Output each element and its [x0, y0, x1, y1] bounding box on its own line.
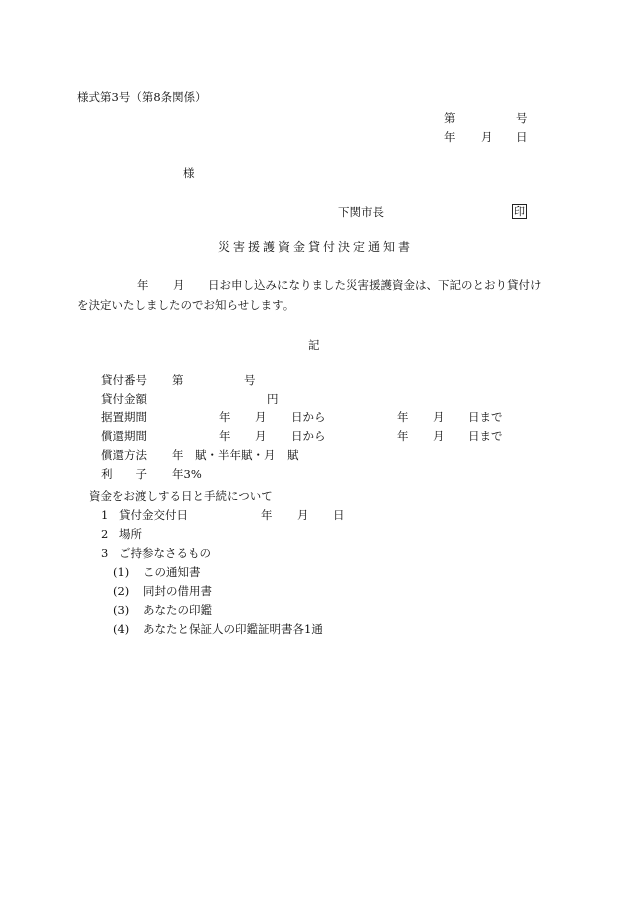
deferment-label: 据置期間	[101, 410, 147, 424]
procedure-3-num: 3	[101, 546, 109, 560]
sub-item-1-num: (1)	[113, 565, 130, 579]
sub-item-1-text: この通知書	[143, 565, 201, 579]
sub-item-4-text: あなたと保証人の印鑑証明書各1通	[143, 622, 323, 636]
deferment-from: 日から	[291, 410, 326, 424]
repayment-period-year1: 年	[219, 429, 231, 443]
sub-item-3-num: (3)	[113, 603, 130, 617]
deferment-until: 日まで	[468, 410, 503, 424]
procedure-1-year: 年	[261, 508, 273, 522]
body-line2: を決定いたしましたのでお知らせします。	[77, 298, 295, 312]
sub-item-4-num: (4)	[113, 622, 130, 636]
sub-item-2-num: (2)	[113, 584, 130, 598]
repayment-period-month2: 月	[433, 429, 445, 443]
deferment-month1: 月	[255, 410, 267, 424]
loan-number-go: 号	[244, 373, 256, 387]
deferment-year2: 年	[397, 410, 409, 424]
document-title: 災害援護資金貸付決定通知書	[218, 240, 414, 254]
repayment-method-value: 年 賦・半年賦・月 賦	[172, 448, 299, 462]
form-number: 様式第3号（第8条関係）	[77, 90, 207, 104]
loan-amount-label: 貸付金額	[101, 392, 147, 406]
issuer-name: 下関市長	[338, 205, 384, 219]
date-month: 月	[481, 130, 493, 144]
loan-amount-yen: 円	[267, 392, 279, 406]
interest-label: 利 子	[101, 467, 147, 481]
repayment-period-from: 日から	[291, 429, 326, 443]
loan-number-dai: 第	[172, 373, 184, 387]
procedure-1-month: 月	[297, 508, 309, 522]
date-day: 日	[516, 130, 528, 144]
procedure-3-label: ご持参なさるもの	[119, 546, 211, 560]
body-line1: 日お申し込みになりました災害援護資金は、下記のとおり貸付け	[208, 278, 542, 292]
deferment-month2: 月	[433, 410, 445, 424]
procedure-heading: 資金をお渡しする日と手続について	[89, 489, 273, 503]
procedure-2-label: 場所	[119, 527, 142, 541]
procedure-1-label: 貸付金交付日	[119, 508, 188, 522]
repayment-period-label: 償還期間	[101, 429, 147, 443]
body-year: 年	[137, 278, 149, 292]
repayment-period-until: 日まで	[468, 429, 503, 443]
procedure-2-num: 2	[101, 527, 109, 541]
sub-item-2-text: 同封の借用書	[143, 584, 212, 598]
body-month: 月	[173, 278, 185, 292]
loan-number-label: 貸付番号	[101, 373, 147, 387]
number-go: 号	[516, 111, 528, 125]
deferment-year1: 年	[219, 410, 231, 424]
procedure-1-num: 1	[101, 508, 109, 522]
ki-heading: 記	[308, 338, 320, 352]
procedure-1-day: 日	[333, 508, 345, 522]
repayment-period-year2: 年	[397, 429, 409, 443]
number-dai: 第	[444, 111, 456, 125]
date-year: 年	[444, 130, 456, 144]
repayment-method-label: 償還方法	[101, 448, 147, 462]
interest-value: 年3%	[172, 467, 202, 481]
repayment-period-month1: 月	[255, 429, 267, 443]
seal-mark: 印	[514, 205, 525, 218]
recipient-sama: 様	[183, 166, 195, 180]
sub-item-3-text: あなたの印鑑	[143, 603, 212, 617]
